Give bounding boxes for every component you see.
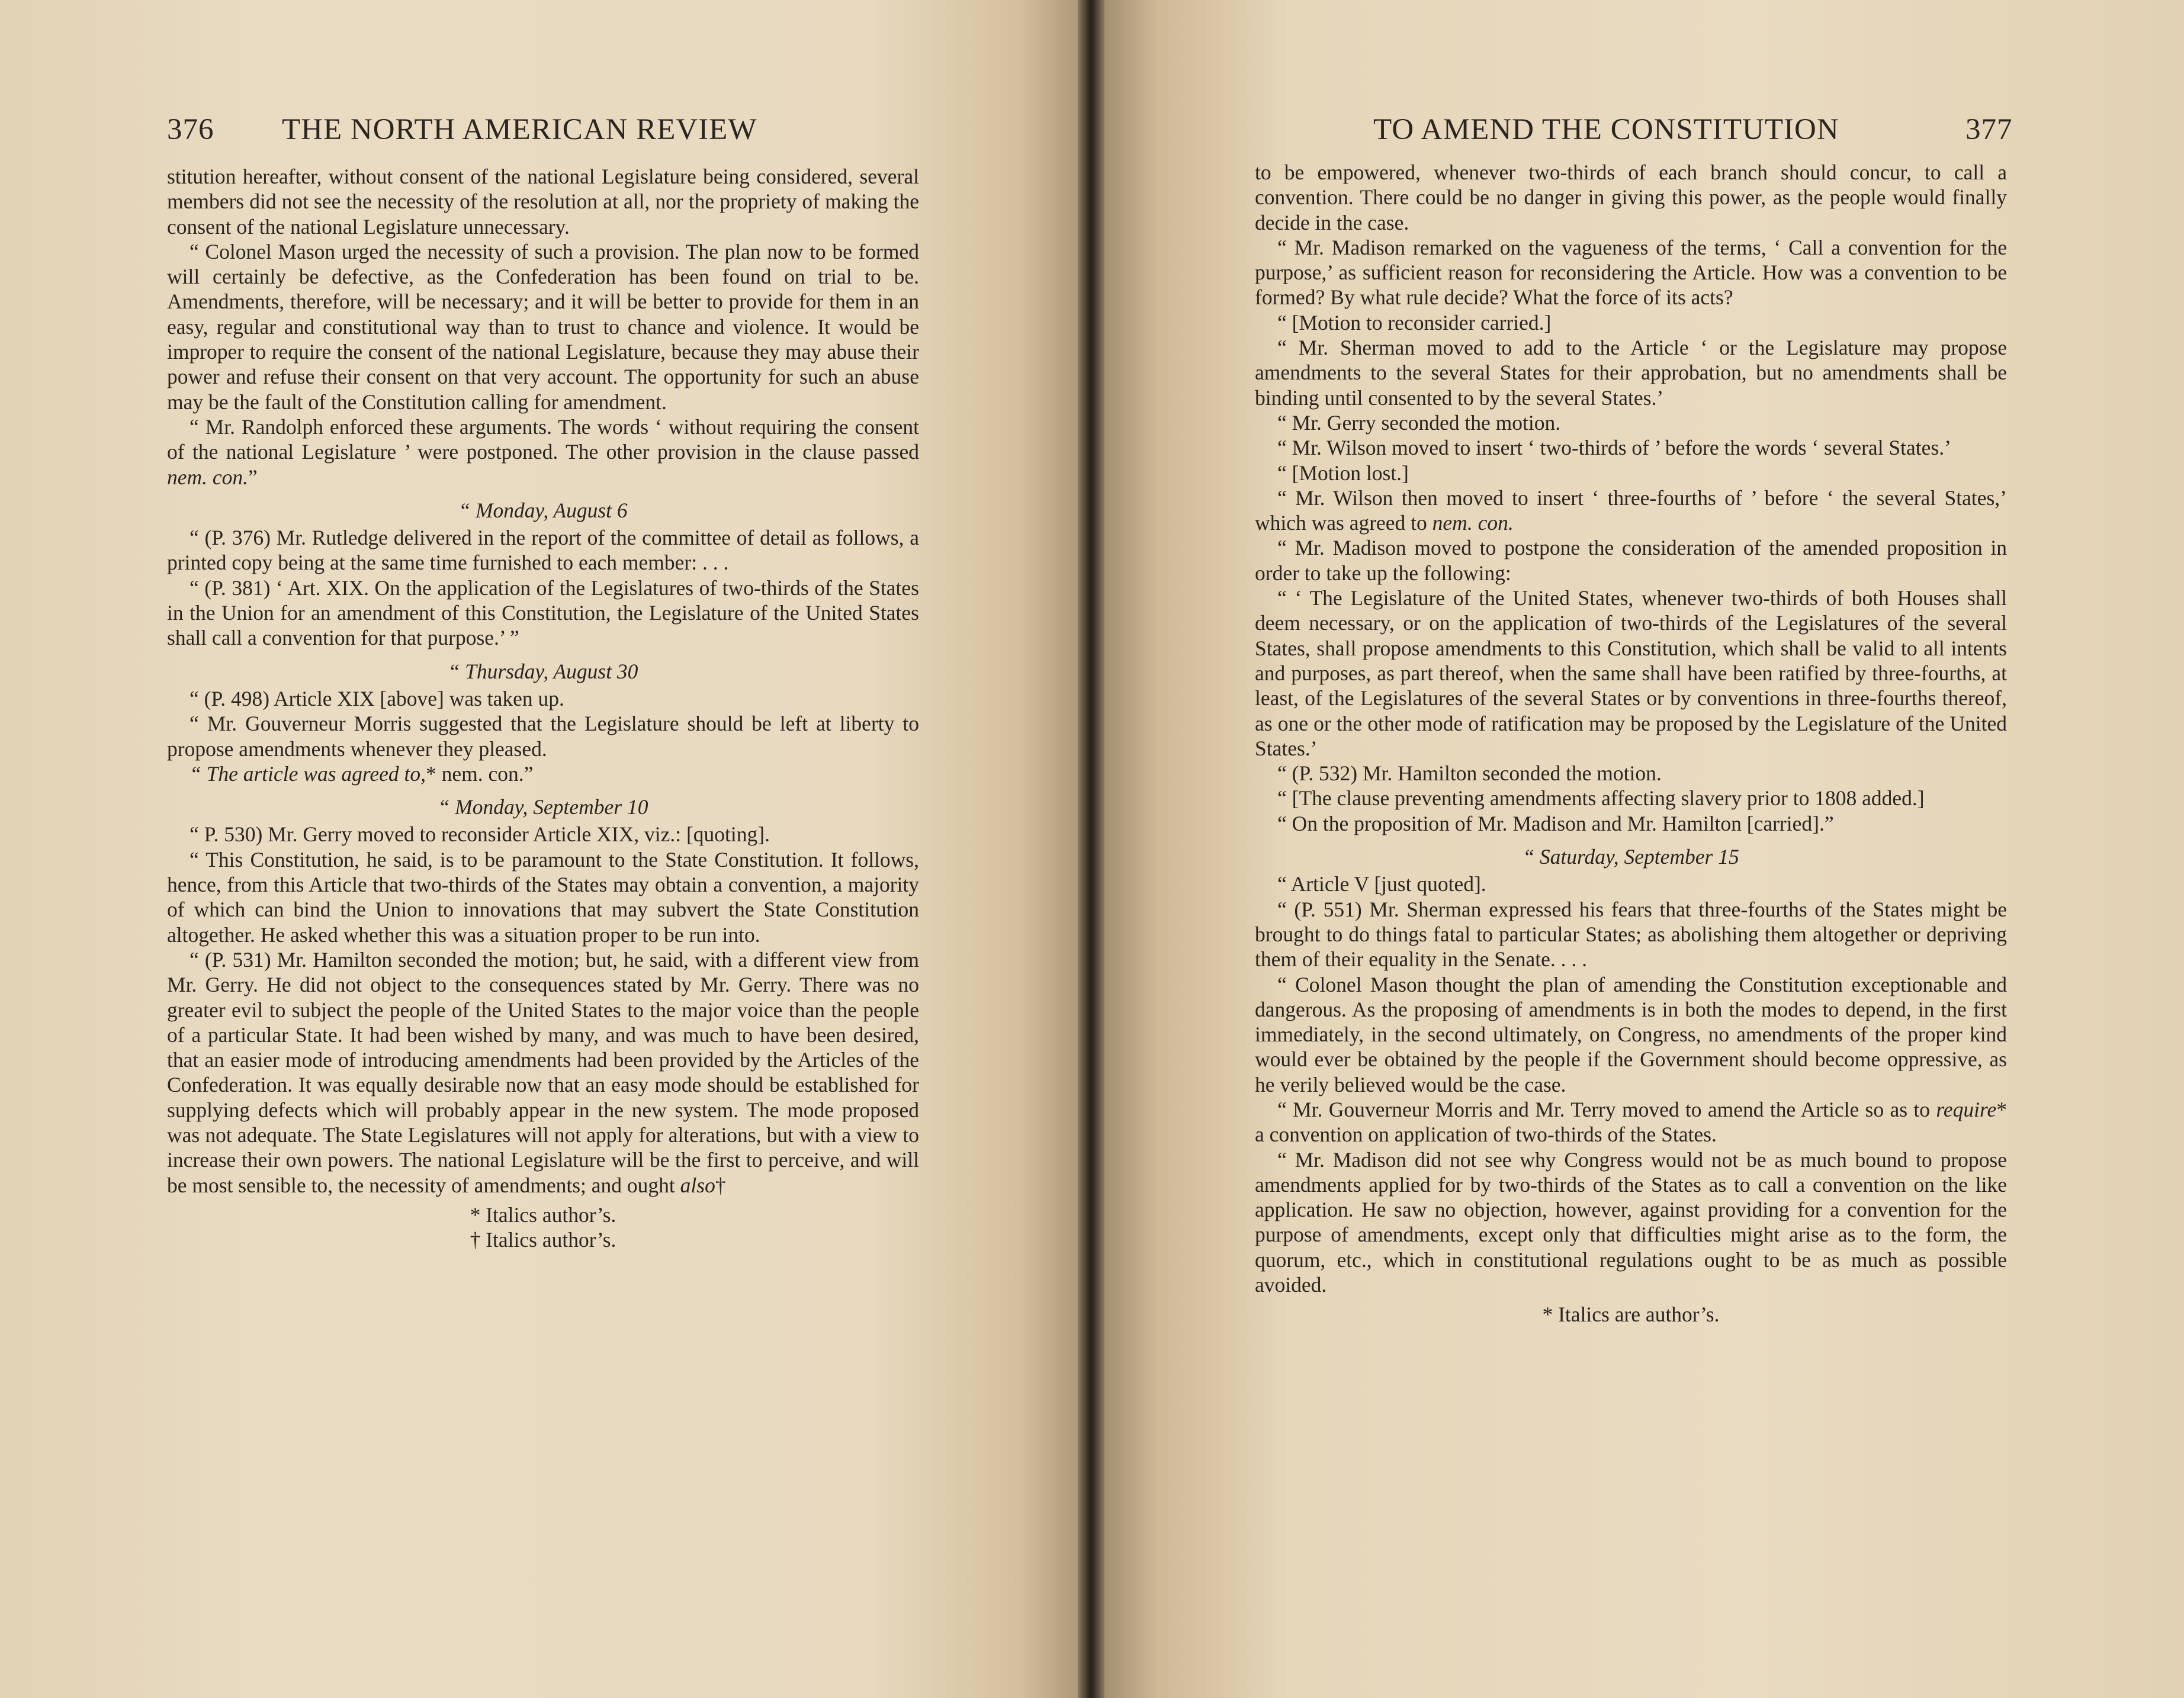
- paragraph-morris-terry-emphasis: require: [1936, 1097, 1997, 1121]
- left-footnotes: [167, 1202, 919, 1253]
- paragraph-mason: “ Colonel Mason urged the necessity of such a provision. The plan now to be formed will certainly be defective, as the Confederation has been found on trial to be. Amendments, therefore, will be necessary; and it will be better to provide for them in an easy, regular and constitutional way than to trust to chance and violence. It would be improper to require the consent of the national Legislature, because they may abuse their power and refuse their consent on that very account. The opportunity for such an abuse may be the fault of the Constitution calling for amendment.: [167, 239, 919, 414]
- paragraph-wilson-insert: “ Mr. Wilson moved to insert ‘ two-thirds of ’ before the words ‘ several States.’: [1277, 436, 1951, 460]
- paragraph-continuation: to be empowered, whenever two-thirds of each branch should concur, to call a convention. There could be no danger in giving this power, as the people would finally decide in the case.: [1255, 160, 2007, 234]
- paragraph-sherman-add: “ Mr. Sherman moved to add to the Article ‘ or the Legislature may propose amendments to the several States for their approbation, but no amendments shall be binding until consented to by the several States.’: [1255, 336, 2007, 410]
- right-text-block: [1255, 160, 2007, 1327]
- paragraph-agreed-rest: * nem. con.”: [426, 761, 534, 786]
- paragraph-morris: “ Mr. Gouverneur Morris suggested that the Legislature should be left at liberty to propose amendments whenever they pleased.: [167, 712, 919, 761]
- page-number: 377: [1965, 113, 2013, 146]
- paragraph-wilson-then-emphasis: nem. con.: [1432, 511, 1514, 535]
- footnote-asterisk: * Italics are author’s.: [1542, 1303, 1720, 1327]
- paragraph-randolph-emphasis: nem. con.: [167, 465, 249, 489]
- heading-saturday-september-15: “ Saturday, September 15: [1523, 845, 1739, 869]
- paragraph-morris-terry-text: “ Mr. Gouverneur Morris and Mr. Terry moved to amend the Article so as to: [1277, 1097, 1936, 1121]
- page-number: 376: [167, 113, 214, 146]
- paragraph-legislature-us: “ ‘ The Legislature of the United States, whenever two-thirds of both Houses shall deem necessary, or on the application of two-thirds of the Legislatures of the several States, shall propose amendments to this Constitution, which shall be valid to all intents and purposes, as part thereof, when the same shall have been ratified by three-fourths, at least, of the Legislatures of the several States or by conventions in three-fourths thereof, as one or the other mode of ratification may be proposed by the Legislature of the United States.’: [1255, 586, 2007, 760]
- paragraph-wilson-then-text: “ Mr. Wilson then moved to insert ‘ three-fourths of ’ before ‘ the several States,’ which was agreed to: [1255, 485, 2007, 535]
- paragraph-p532: “ (P. 532) Mr. Hamilton seconded the motion.: [1277, 761, 1662, 786]
- paragraph-hamilton-text: “ (P. 531) Mr. Hamilton seconded the motion; but, he said, with a different view from Mr. Gerry. He did not object to the consequences stated by Mr. Gerry. There was no greater evil to subject the people of the United States to the major voice than the people of a particular State. It had been wished by many, and was much to have been desired, that an easier mode of introducing amendments had been provided by the Articles of the Confederation. It was equally desirable now that an easy mode should be established for supplying defects which will probably appear in the new system. The mode proposed was not adequate. The State Legislatures will not apply for alterations, but with a view to increase their own powers. The national Legislature will be the first to perceive, and will be most sensible to, the necessity of amendments; and ought: [167, 947, 919, 1197]
- paragraph-randolph-close: ”: [248, 465, 258, 489]
- running-head: THE NORTH AMERICAN REVIEW: [282, 113, 757, 146]
- paragraph-hamilton-emphasis: also: [680, 1173, 715, 1197]
- paragraph-hamilton: [167, 947, 919, 1198]
- paragraph-morris-terry-rest: * a convention on application of two-thirds of the States.: [1255, 1097, 2007, 1147]
- paragraph-motion-reconsider: “ [Motion to reconsider carried.]: [1277, 310, 1552, 335]
- paragraph-madison-bound: “ Mr. Madison did not see why Congress would not be as much bound to propose amendments applied for by two-thirds of the States as to call a convention on the like application. He saw no objection, however, against providing for a convention for the purpose of amendments, except only that difficulties might arise as to the form, the quorum, etc., which in constitutional regulations ought to be as much as possible avoided.: [1255, 1147, 2007, 1297]
- heading-monday-september-10: “ Monday, September 10: [438, 795, 648, 819]
- paragraph-madison-postpone: “ Mr. Madison moved to postpone the consideration of the amended proposition in order to take up the following:: [1255, 536, 2007, 585]
- paragraph-mason-dangerous: “ Colonel Mason thought the plan of amending the Constitution exceptionable and dangerous. As the proposing of amendments is in both the modes to depend, in the first immediately, in the second ultimately, on Congress, no amendments of the proper kind would ever be obtained by the people if the Government should become oppressive, as he verily believed would be the case.: [1255, 972, 2007, 1096]
- paragraph-p498: “ (P. 498) Article XIX [above] was taken up.: [190, 686, 564, 710]
- paragraph-agreed-emphasis: “ The article was agreed to,: [190, 761, 426, 786]
- footnote-asterisk: * Italics author’s.: [470, 1202, 616, 1227]
- footnote-dagger: † Italics author’s.: [470, 1228, 616, 1252]
- paragraph-sherman-fears: “ (P. 551) Mr. Sherman expressed his fears that three-fourths of the States might be brought to do things fatal to particular States; as abolishing them altogether or depriving them of their equality in the Senate. . . .: [1255, 897, 2007, 972]
- paragraph-article-19: “ (P. 381) ‘ Art. XIX. On the application of the Legislatures of two-thirds of the States in the Union for an amendment of this Constitution, the Legislature of the United States shall call a convention for that purpose.’ ”: [167, 575, 919, 650]
- paragraph-motion-lost: “ [Motion lost.]: [1277, 461, 1409, 485]
- left-text-block: [167, 164, 919, 1252]
- paragraph-randolph: [167, 414, 919, 490]
- right-footnotes: [1255, 1302, 2007, 1327]
- book-gutter: [1078, 0, 1104, 1698]
- paragraph-madison-vagueness: “ Mr. Madison remarked on the vagueness of the terms, ‘ Call a convention for the purpose,’ as sufficient reason for reconsidering the Article. How was a convention to be formed? By what rule decide? What the force of its acts?: [1255, 235, 2007, 310]
- paragraph-wilson-then: [1255, 485, 2007, 536]
- paragraph-agreed: [167, 761, 919, 786]
- paragraph-proposition: “ On the proposition of Mr. Madison and Mr. Hamilton [carried].”: [1277, 811, 1834, 835]
- paragraph-gerry: “ This Constitution, he said, is to be paramount to the State Constitution. It follows, hence, from this Article that two-thirds of the States may obtain a convention, a majority of which can bind the Union to innovations that may subvert the State Constitution altogether. He asked whether this was a situation proper to be run into.: [167, 847, 919, 947]
- heading-monday-august-6: “ Monday, August 6: [458, 498, 628, 522]
- heading-thursday-august-30: “ Thursday, August 30: [448, 659, 638, 683]
- right-page: [1093, 0, 2184, 1698]
- paragraph-continuation: stitution hereafter, without consent of the national Legislature being considered, several members did not see the necessity of the resolution at all, nor the propriety of making the consent of the national Legislature unnecessary.: [167, 165, 919, 239]
- paragraph-morris-terry: [1255, 1097, 2007, 1147]
- paragraph-gerry-seconded: “ Mr. Gerry seconded the motion.: [1277, 410, 1561, 435]
- paragraph-slavery-clause: “ [The clause preventing amendments affecting slavery prior to 1808 added.]: [1277, 786, 1925, 811]
- paragraph-hamilton-mark: †: [715, 1173, 726, 1197]
- left-page: [0, 0, 1087, 1698]
- paragraph-rutledge: “ (P. 376) Mr. Rutledge delivered in the report of the committee of detail as follows, a printed copy being at the same time furnished to each member: . . .: [167, 526, 919, 575]
- paragraph-article-5: “ Article V [just quoted].: [1277, 872, 1486, 896]
- paragraph-randolph-text: “ Mr. Randolph enforced these arguments. The words ‘ without requiring the consent of the national Legislature ’ were postponed. The other provision in the clause passed: [167, 414, 919, 464]
- paragraph-p530: “ P. 530) Mr. Gerry moved to reconsider Article XIX, viz.: [quoting].: [190, 822, 770, 847]
- running-head: TO AMEND THE CONSTITUTION: [1373, 113, 1839, 146]
